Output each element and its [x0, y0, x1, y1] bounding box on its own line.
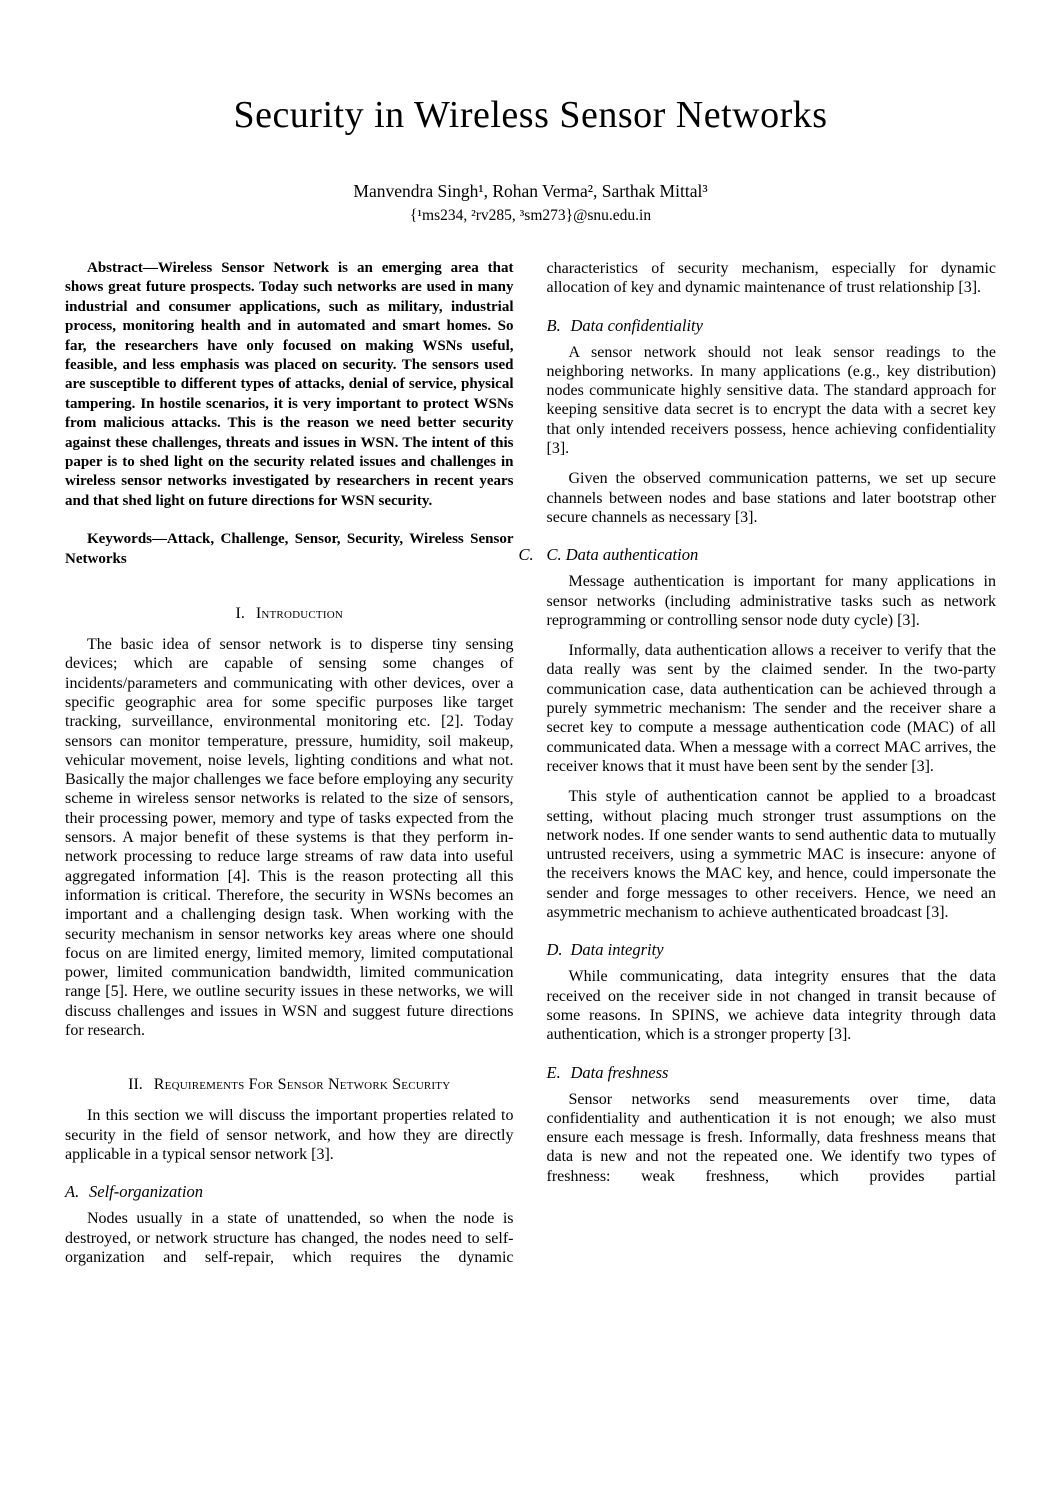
data-authentication-paragraph-2: Informally, data authentication allows a receiver to verify that the data really was sent by the claimed sender. In the two-party communication case, data authentication can be achieved through a purely symmetric mechanism: The sender and the receiver share a secret key to compute a message authentication code (MAC) of all communicated data. When a message with a correct MAC arrives, the receiver knows that it must have been sent by the sender [3].	[546, 642, 996, 775]
right-column	[518, 259, 997, 1267]
subsection-title: C. Data authentication	[546, 545, 699, 565]
section-number: I.	[235, 605, 245, 623]
subsection-heading-data-integrity	[547, 940, 997, 960]
subsection-letter: C.	[518, 545, 534, 565]
subsection-heading-data-authentication	[518, 545, 997, 565]
introduction-paragraph: The basic idea of sensor network is to disperse tiny sensing devices; which are capable of sensing some changes of incidents/parameters and communicating with other devices, over a specific geographic area for some specific purposes like target tracking, surveillance, environmental monitoring etc. [2]. Today sensors can monitor temperature, pressure, humidity, soil makeup, vehicular movement, noise levels, lighting conditions and what not. Basically the major challenges we face before employing any security scheme in wireless sensor networks is related to the size of sensors, their processing power, memory and type of tasks expected from the sensors. A major benefit of these systems is that they perform in-network processing to reduce large streams of raw data into useful aggregated information [4]. This is the reason protecting all this information is critical. Therefore, the security in WSNs becomes an important and a challenging design task. When working with the security mechanism in sensor networks key areas where one should focus on are limited energy, limited memory, limited computational power, limited communication bandwidth, limited communication range [5]. Here, we outline security issues in these networks, we will discuss challenges and issues in WSN and suggest future directions for research.	[65, 636, 514, 1040]
paper-title: Security in Wireless Sensor Networks	[233, 94, 828, 136]
section-number: II.	[128, 1076, 143, 1094]
keywords-paragraph	[65, 530, 514, 569]
self-organization-continued-paragraph: characteristics of security mechanism, especially for dynamic allocation of key and dynamic maintenance of trust relationship [3].	[546, 260, 996, 297]
abstract-paragraph	[65, 259, 514, 511]
section-heading-requirements	[65, 1076, 514, 1094]
section-heading-introduction	[65, 605, 514, 623]
subsection-heading-data-freshness	[547, 1063, 997, 1083]
subsection-title: Data confidentiality	[570, 315, 703, 335]
subsection-title: Self-organization	[89, 1182, 203, 1202]
data-freshness-paragraph: Sensor networks send measurements over time, data confidentiality and authentication it is not enough; we also must ensure each message is fresh. Informally, data freshness means that data is new and not the repeated one. We identify two types of freshness: weak freshness, which provides partial	[546, 1090, 996, 1185]
data-integrity-paragraph: While communicating, data integrity ensures that the data received on the receiver side in not changed in transit because of some reasons. In SPINS, we achieve data integrity through data authentication, which is a stronger property [3].	[546, 968, 996, 1044]
data-confidentiality-paragraph-2: Given the observed communication patterns, we set up secure channels between nodes and base stations and later bootstrap other secure channels as necessary [3].	[546, 470, 996, 526]
two-column-body	[65, 259, 996, 1267]
data-authentication-paragraph-3: This style of authentication cannot be applied to a broadcast setting, without placing much stronger trust assumptions on the network nodes. If one sender wants to send authentic data to mutually untrusted receivers, using a symmetric MAC is insecure: anyone of the receivers knows the MAC key, and hence, could impersonate the sender and forge messages to other receivers. Hence, we need an asymmetric mechanism to achieve authenticated broadcast [3].	[546, 788, 996, 922]
keywords-label: Keywords—	[87, 531, 167, 548]
subsection-heading-data-confidentiality	[547, 316, 997, 336]
subsection-letter: A.	[65, 1182, 80, 1202]
subsection-title: Data integrity	[570, 940, 664, 960]
subsection-title: Data freshness	[570, 1062, 669, 1082]
requirements-paragraph: In this section we will discuss the important properties related to security in the field of sensor network, and how they are directly applicable in a typical sensor network [3].	[65, 1107, 514, 1163]
abstract-text: Wireless Sensor Network is an emerging area that shows great future prospects. Today such networks are used in many industrial and consumer applications, such as military, industrial process, monitoring health and in automated and smart homes. So far, the researchers have only focused on making WSNs useful, feasible, and less emphasis was placed on security. The sensors used are susceptible to different types of attacks, denial of service, physical tampering. In hostile scenarios, it is very important to protect WSNs from malicious attacks. This is the reason we need better security against these challenges, threats and issues in WSN. The intent of this paper is to shed light on the security related issues and challenges in wireless sensor networks investigated by researchers in recent years and that shed light on future directions for WSN security.	[65, 260, 514, 509]
left-column	[65, 259, 514, 1267]
section-title: Introduction	[255, 605, 343, 623]
abstract-label: Abstract—	[87, 260, 158, 276]
data-authentication-paragraph-1: Message authentication is important for many applications in sensor networks (including administrative tasks such as network reprogramming or controlling sensor node duty cycle) [3].	[546, 573, 996, 629]
emails-line: {¹ms234, ²rv285, ³sm273}@snu.edu.in	[409, 207, 652, 224]
subsection-letter: E.	[546, 1062, 561, 1082]
self-organization-paragraph: Nodes usually in a state of unattended, so when the node is destroyed, or network structure has changed, the nodes need to self-organization and self-repair, which requires the dynamic	[65, 1210, 514, 1266]
keywords-text: Attack, Challenge, Sensor, Security, Wireless Sensor Networks	[65, 531, 514, 567]
data-confidentiality-paragraph-1: A sensor network should not leak sensor readings to the neighboring networks. In many applications (e.g., key distribution) nodes communicate highly sensitive data. The standard approach for keeping sensitive data secret is to encrypt the data with a secret key that only intended receivers possess, hence achieving confidentiality [3].	[546, 343, 996, 458]
section-title: Requirements For Sensor Network Security	[153, 1076, 451, 1094]
authors-line: Manvendra Singh¹, Rohan Verma², Sarthak Mittal³	[353, 181, 708, 201]
subsection-letter: B.	[546, 315, 561, 335]
subsection-heading-self-organization	[65, 1182, 514, 1202]
subsection-letter: D.	[546, 940, 563, 960]
